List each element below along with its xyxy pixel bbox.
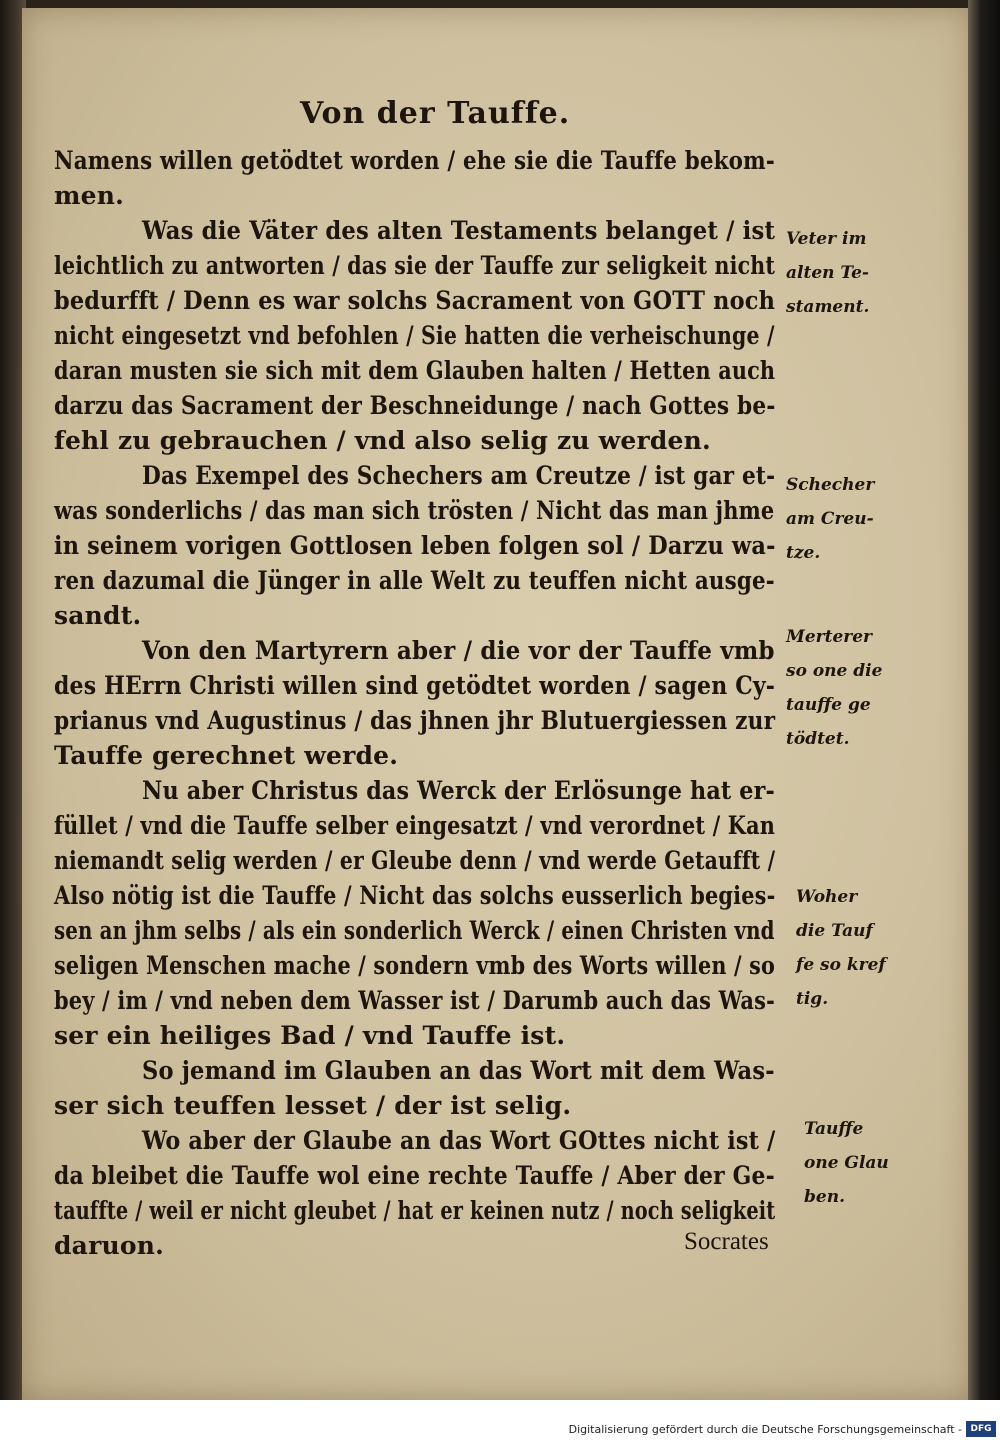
text-line: Tauffe gerechnet werde. [54,741,399,770]
text-line: tauffte / weil er nicht gleubet / hat er keinen nutz / noch seligkeit [54,1196,776,1225]
text-line: nicht eingesetzt vnd befohlen / Sie hatten die verheischunge / [54,321,775,350]
text-line: sen an jhm selbs / als ein sonderlich Werck / einen Christen vnd [54,916,775,945]
footer-strip [0,1400,1000,1444]
text-line: des HErrn Christi willen sind getödtet worden / sagen Cy- [54,671,776,700]
margin-note-line: Tauffe [804,1119,864,1139]
margin-note-line: am Creu- [786,509,874,529]
margin-note-woher [796,880,886,1016]
running-head: Von der Tauffe. [300,96,571,131]
margin-note-line: one Glau [804,1153,889,1173]
text-line: Namens willen getödtet worden / ehe sie die Tauffe bekom- [54,146,775,175]
margin-note-line: alten Te- [786,263,869,283]
margin-note-merterer [786,620,882,756]
text-line: Nu aber Christus das Werck der Erlösunge hat er- [142,776,775,805]
margin-note-line: stament. [786,297,870,317]
text-line: daruon. [54,1231,164,1260]
text-line: füllet / vnd die Tauffe selber eingesatzt / vnd verordnet / Kan [54,811,776,840]
text-line: bedurfft / Denn es war solchs Sacrament von GOTT noch [54,286,776,315]
text-line: in seinem vorigen Gottlosen leben folgen sol / Darzu wa- [54,531,776,560]
margin-note-line: tödtet. [786,729,850,749]
margin-note-line: die Tauf [796,921,873,941]
text-line: was sonderlichs / das man sich trösten / Nicht das man jhme [54,496,775,525]
scan-border-right [968,0,1000,1400]
text-line: ser ein heiliges Bad / vnd Tauffe ist. [54,1021,566,1050]
funding-notice: Digitalisierung gefördert durch die Deutsche Forschungsgemeinschaft - [568,1423,962,1436]
catchword: Socrates [684,1228,769,1255]
text-line: leichtlich zu antworten / das sie der Tauffe zur seligkeit nicht [54,251,776,280]
margin-note-line: so one die [786,661,883,681]
text-line: sandt. [54,601,142,630]
text-line: darzu das Sacrament der Beschneidunge / nach Gottes be- [54,391,776,420]
text-line: seligen Menschen mache / sondern vmb des Worts willen / so [54,951,775,980]
text-line: Also nötig ist die Tauffe / Nicht das solchs eusserlich begies- [54,881,776,910]
margin-note-line: Woher [796,887,858,907]
margin-note-line: Schecher [786,475,875,495]
text-line: ren dazumal die Jünger in alle Welt zu teuffen nicht ausge- [54,566,775,595]
dfg-logo: DFG [966,1421,996,1437]
text-line: fehl zu gebrauchen / vnd also selig zu werden. [54,426,711,455]
margin-note-tauffe [804,1112,889,1214]
text-line: bey / im / vnd neben dem Wasser ist / Darumb auch das Was- [54,986,775,1015]
margin-note-line: tze. [786,543,821,563]
text-line: Wo aber der Glaube an das Wort GOttes nicht ist / [142,1126,776,1155]
margin-note-line: fe so kref [796,955,886,975]
text-line: Was die Väter des alten Testaments belanget / ist [142,216,776,245]
text-line: ser sich teuffen lesset / der ist selig. [54,1091,572,1120]
text-line: daran musten sie sich mit dem Glauben halten / Hetten auch [54,356,776,385]
text-line: prianus vnd Augustinus / das jhnen jhr Blutuergiessen zur [54,706,776,735]
margin-note-line: tig. [796,989,829,1009]
text-line: Von den Martyrern aber / die vor der Tauffe vmb [142,636,775,665]
margin-note-line: tauffe ge [786,695,871,715]
text-line: da bleibet die Tauffe wol eine rechte Tauffe / Aber der Ge- [54,1161,775,1190]
margin-note-veter [786,222,869,324]
margin-note-line: Merterer [786,627,872,647]
margin-note-line: Veter im [786,229,867,249]
text-line: niemandt selig werden / er Gleube denn / vnd werde Getaufft / [54,846,776,875]
margin-note-line: ben. [804,1187,845,1207]
text-line: men. [54,181,125,210]
text-line: Das Exempel des Schechers am Creutze / ist gar et- [142,461,776,490]
text-line: So jemand im Glauben an das Wort mit dem Was- [142,1056,775,1085]
margin-note-schecher [786,468,874,570]
